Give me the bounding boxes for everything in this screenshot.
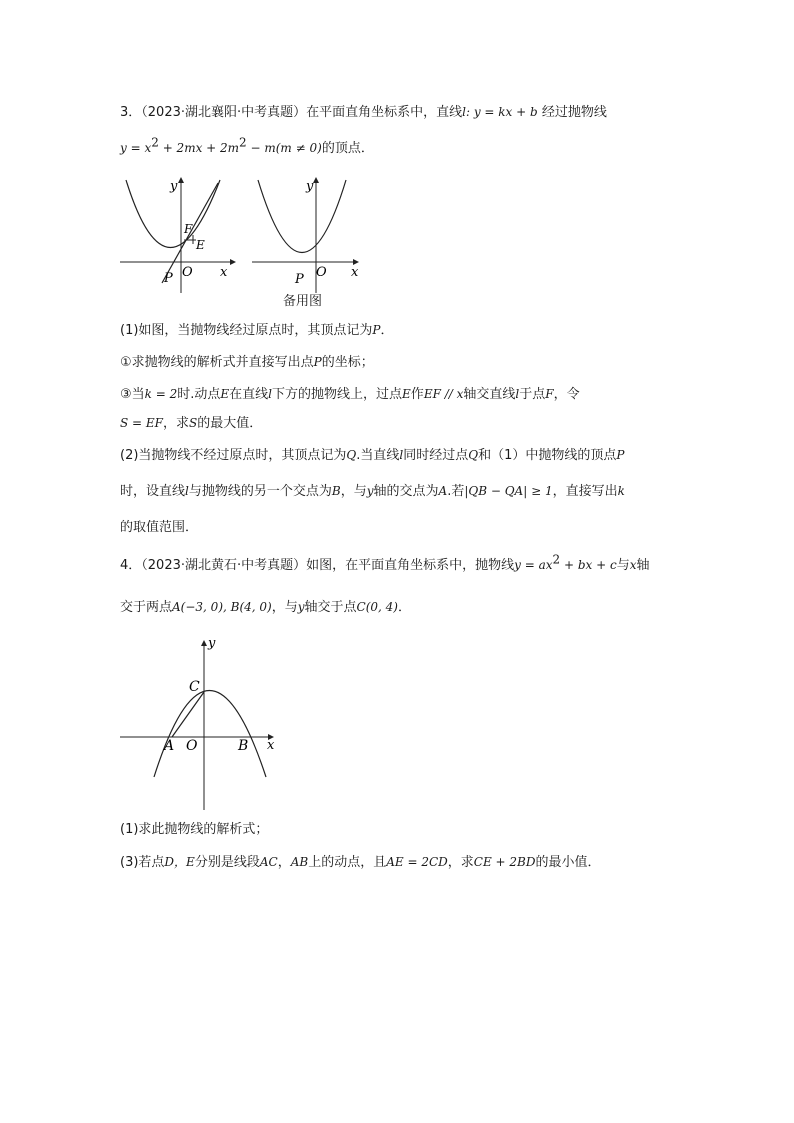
t: 分别是线段 [194,855,260,870]
target-expr: CE + 2BD [473,855,536,869]
t: (2)当抛物线不经过原点时，其顶点记为 [120,448,347,463]
segment-ac-var: AC [259,855,278,869]
q3-part-2 [120,445,624,466]
fig-o-label: O [186,738,198,754]
q3-part-1-i-text: ①求抛物线的解析式并直接写出点 [120,355,314,370]
t: 轴交直线 [463,387,516,402]
t: 时.动点 [177,387,221,402]
q3-part-1-ii-cont [120,413,262,434]
point-a: A [438,484,448,498]
fig1-y-label: y [170,179,178,194]
q3-part-1-i [120,352,374,373]
q4-part-3 [120,852,600,873]
fig2-o-label: O [316,265,327,280]
q3-part-2-cont [120,481,625,502]
t: 在直线 [229,387,269,402]
x-var: x [629,558,637,572]
t: ，直接写出 [552,484,618,499]
t: (3)若点 [120,855,165,870]
q3-part-1-i-end: 的坐标； [321,355,374,370]
t: 4．（2023·湖北黄石·中考真题）如图，在平面直角坐标系中，抛物线 [120,558,515,573]
fig1-o-label: O [182,265,193,280]
t: ，求 [447,855,474,870]
fig-y-label: y [208,636,216,651]
s-eq: S = EF [120,416,163,430]
fig2-y-label: y [306,179,314,194]
condition-eq: AE = 2CD [386,855,448,869]
t: 与 [616,558,630,573]
line-l-var: l [462,105,466,119]
t: ，与 [340,484,367,499]
t: ，令 [553,387,580,402]
figure-caption: 备用图 [283,294,323,309]
k-eq: k = 2 [144,387,178,401]
q4-part-1: (1)求此抛物线的解析式； [120,822,269,837]
y-axis-arrow-icon [178,177,184,183]
q3-stem-text-2: 经过抛物线 [537,105,607,120]
t: ③当 [120,387,145,402]
t: 时，设直线 [120,484,186,499]
point-q: Q [346,448,357,462]
line-l-var: l [399,448,404,462]
y-var: y [297,600,305,614]
t: ． [397,600,411,615]
segment-ef-var: EF [423,387,441,401]
t: 作 [410,387,424,402]
point-e: E [220,387,230,401]
points-d-e: D，E [164,855,195,869]
q3-figure-2 [250,175,365,295]
t: .当直线 [356,448,400,463]
parabola-curve [258,180,346,253]
fig-x-label: x [267,738,275,753]
q3-stem-text-3: 的顶点． [321,141,374,156]
point-c: C(0, 4) [356,600,398,614]
t: 交于两点 [120,600,173,615]
y-var: y [366,484,374,498]
inequality: |QB − QA| ≥ 1 [464,484,553,498]
fig1-x-label: x [220,265,228,280]
x-axis-arrow-icon [230,259,236,265]
segment-ac [172,692,204,737]
x-var: x [456,387,464,401]
q4-figure [118,632,283,812]
t: ，求 [163,416,190,431]
t: .若 [447,484,465,499]
t: 与抛物线的另一个交点为 [188,484,332,499]
t: 的最小值． [535,855,601,870]
fig-a-label: A [164,738,175,754]
k-var: k [617,484,625,498]
t: 的最大值． [197,416,263,431]
point-p: P [372,323,381,337]
points-a-b: A(−3, 0), B(4, 0) [172,600,272,614]
t: 轴交于点 [304,600,357,615]
q3-stem-line-2: $y = x^2 + 2mx + 2m^2 - m(m \ne 0)$的顶点． [120,135,374,156]
parabola-eq-part-1: y = ax [514,558,553,572]
parabola-eq-part-2: + bx + c [560,558,617,572]
point-p: P [313,355,322,369]
q4-stem-line-2 [120,597,411,618]
q3-part-1-ii [120,384,580,405]
fig2-p-label: P [295,272,304,287]
t: 于点 [519,387,546,402]
fig-c-label: C [189,679,200,695]
fig1-p-label: P [164,271,173,286]
point-p: P [616,448,625,462]
q3-part-2-end: 的取值范围． [120,520,199,535]
t: 和（1）中抛物线的顶点 [478,448,617,463]
t: 同时经过点 [403,448,469,463]
fig-b-label: B [238,738,249,754]
q4-stem-line-1: 4．（2023·湖北黄石·中考真题）如图，在平面直角坐标系中，抛物线$y = ax^2$ + bx + c与x轴 [120,552,650,573]
t: 轴 [636,558,650,573]
point-q: Q [468,448,479,462]
line-l-var: l [268,387,273,401]
segment-ab-var: AB [290,855,309,869]
point-b: B [331,484,341,498]
line-l-var: l [515,387,520,401]
t: ，与 [271,600,298,615]
y-axis-arrow-icon [313,177,319,183]
fig2-x-label: x [351,265,359,280]
fig1-e-label: E [196,238,205,252]
t: ， [277,855,291,870]
t: 轴的交点为 [373,484,439,499]
parabola-eq-part-1: y = x [120,141,152,155]
s-var: S [189,416,198,430]
q3-figure-1 [118,175,238,295]
parallel-sign: // [440,387,457,401]
q3-part-1-text: (1)如图，当抛物线经过原点时，其顶点记为 [120,323,373,338]
point-e: E [402,387,411,401]
y-axis-arrow-icon [201,640,207,646]
t: 下方的抛物线上，过点 [272,387,403,402]
q3-part-1 [120,320,394,341]
parabola-curve [154,691,266,778]
parabola-eq-part-2: + 2mx + 2m [158,141,240,155]
punct: ． [380,323,394,338]
fig1-f-label: F [184,222,193,236]
q3-stem-line-1 [120,102,607,123]
line-l-var: l [185,484,189,498]
line-equation: : y = kx + b [465,105,538,119]
point-f: F [545,387,554,401]
q3-stem-text: 3．（2023·湖北襄阳·中考真题）在平面直角坐标系中，直线 [120,105,463,120]
parabola-eq-part-3: − m(m ≠ 0) [246,141,322,155]
t: 上的动点，且 [308,855,387,870]
